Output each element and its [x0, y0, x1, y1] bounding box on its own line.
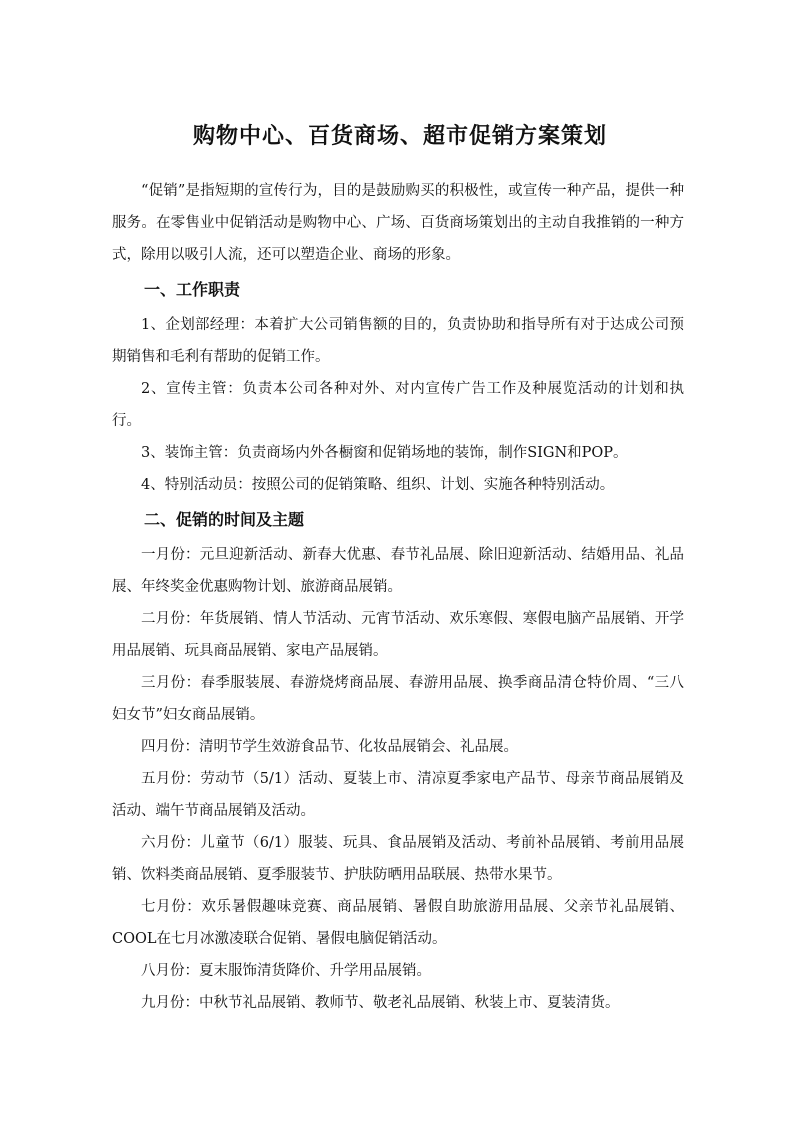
- month-item: 五月份：劳动节（5/1）活动、夏装上市、清凉夏季家电产品节、母亲节商品展销及活动、端午节商品展销及活动。: [112, 771, 684, 819]
- month-item: 九月份：中秋节礼品展销、教师节、敬老礼品展销、秋装上市、夏装清货。: [141, 995, 620, 1011]
- duty-item: 2、宣传主管：负责本公司各种对外、对内宣传广告工作及种展览活动的计划和执行。: [112, 381, 684, 429]
- duty-item: 4、特别活动员：按照公司的促销策略、组织、计划、实施各种特别活动。: [141, 477, 615, 493]
- document-title: 购物中心、百货商场、超市促销方案策划: [192, 124, 607, 149]
- month-item: 六月份：儿童节（6/1）服装、玩具、食品展销及活动、考前补品展销、考前用品展销、饮料类商品展销、夏季服装节、护肤防晒用品联展、热带水果节。: [112, 835, 684, 883]
- section-heading-duties: 一、工作职责: [144, 280, 241, 299]
- duty-item: 3、装饰主管：负责商场内外各橱窗和促销场地的装饰，制作SIGN和POP。: [141, 445, 628, 461]
- section-heading-schedule: 二、促销的时间及主题: [144, 510, 305, 529]
- month-item: 一月份：元旦迎新活动、新春大优惠、春节礼品展、除旧迎新活动、结婚用品、礼品展、年终奖金优惠购物计划、旅游商品展销。: [112, 547, 684, 595]
- month-item: 八月份：夏末服饰清货降价、升学用品展销。: [141, 963, 431, 979]
- month-item: 四月份：清明节学生效游食品节、化妆品展销会、礼品展。: [141, 739, 518, 755]
- month-item: 二月份：年货展销、情人节活动、元宵节活动、欢乐寒假、寒假电脑产品展销、开学用品展销、玩具商品展销、家电产品展销。: [112, 611, 684, 659]
- month-item: 七月份：欢乐暑假趣味竞赛、商品展销、暑假自助旅游用品展、父亲节礼品展销、COOL在七月冰激凌联合促销、暑假电脑促销活动。: [112, 899, 684, 947]
- duty-item: 1、企划部经理：本着扩大公司销售额的目的，负责协助和指导所有对于达成公司预期销售和毛利有帮助的促销工作。: [112, 317, 684, 365]
- document-body: [112, 175, 684, 1019]
- intro-paragraph: “促销”是指短期的宣传行为，目的是鼓励购买的积极性，或宣传一种产品，提供一种服务。在零售业中促销活动是购物中心、广场、百货商场策划出的主动自我推销的一种方式，除用以吸引人流，还可以塑造企业、商场的形象。: [112, 183, 684, 263]
- month-item: 三月份：春季服装展、春游烧烤商品展、春游用品展、换季商品清仓特价周、“三八妇女节”妇女商品展销。: [112, 675, 684, 723]
